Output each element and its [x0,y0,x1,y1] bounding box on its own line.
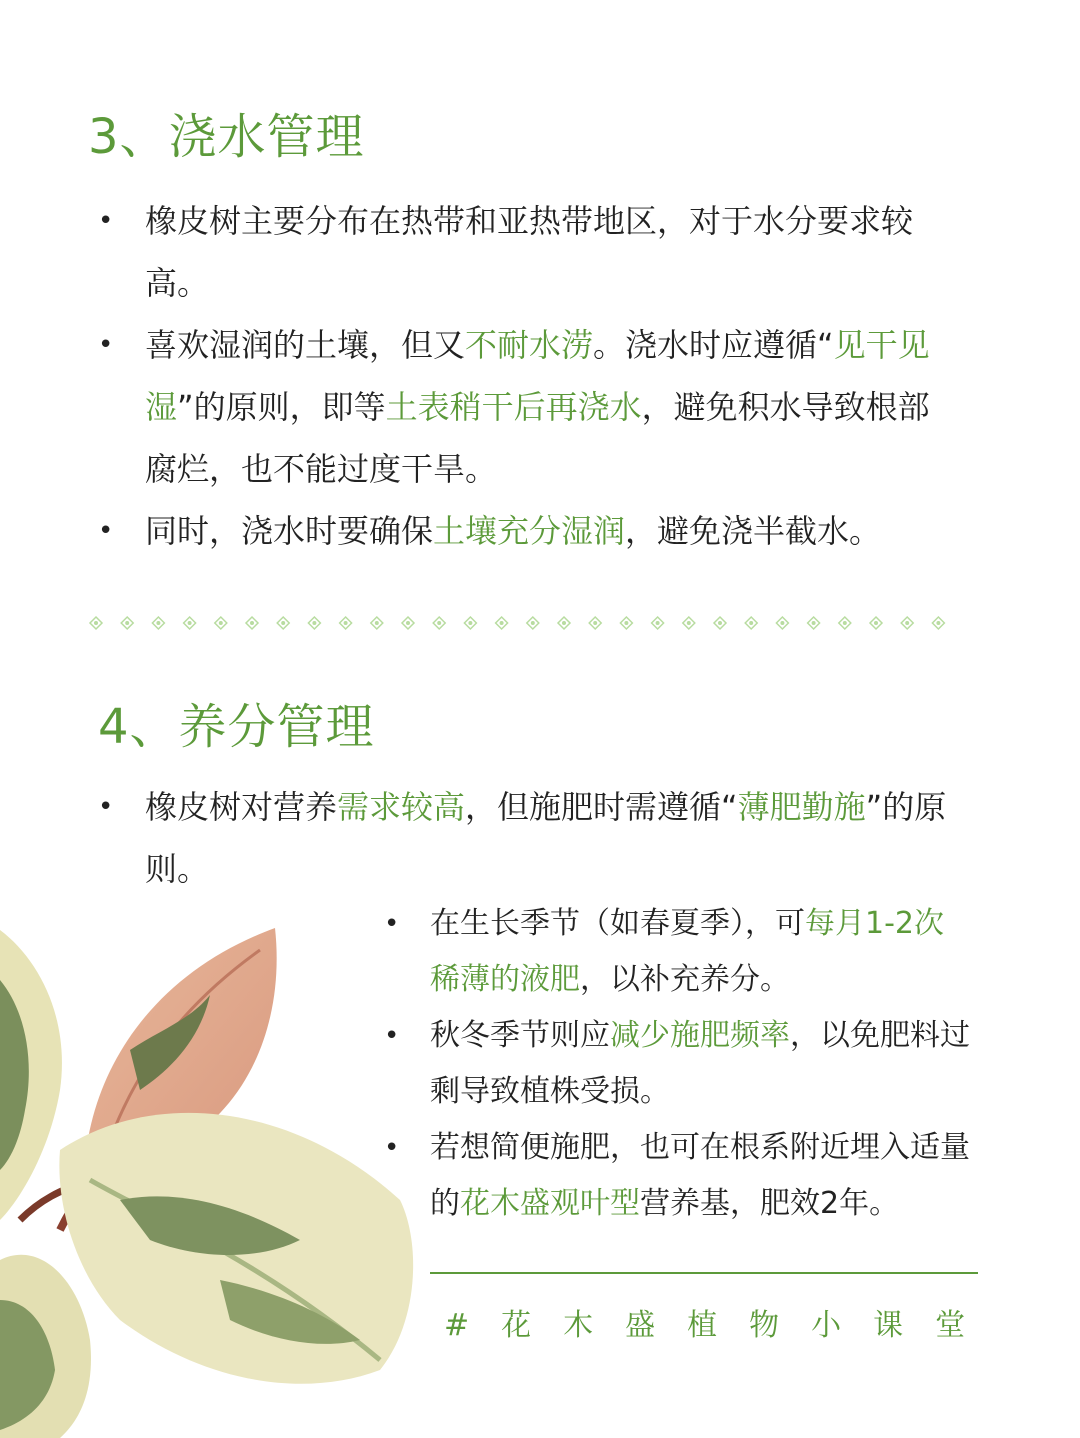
signature-rule [430,1272,978,1274]
signature-hashtag: #花木盛植物小课堂 [444,1308,998,1343]
body-text: 橡皮树主要分布在热带和亚热带地区，对于水分要求较高。 [145,202,914,302]
body-text: 。浇水时应遵循“ [593,326,834,364]
diamond-dot-icon [812,621,816,625]
highlight-text: 见干见湿 [145,326,930,426]
highlight-text: 减少施肥频率 [610,1018,790,1053]
diamond-dot-icon [125,621,129,625]
body-text: 营养基，肥效2年。 [640,1186,900,1221]
body-text: ，避免浇半截水。 [625,512,882,550]
bullet-item [0,314,945,500]
bullet-dot-icon: • [98,792,114,822]
diamond-dot-icon [593,621,597,625]
diamond-dot-icon [843,621,847,625]
diamond-dot-icon [344,621,348,625]
body-text: 秋冬季节则应 [430,1018,610,1053]
body-text: ，但施肥时需遵循“ [465,788,738,826]
bullet-item [0,190,945,314]
diamond-dot-icon [156,621,160,625]
highlight-text: 花木盛观叶型 [460,1186,640,1221]
body-text: 喜欢湿润的土壤，但又 [145,326,466,364]
body-text: 橡皮树对营养 [145,788,338,826]
diamond-dot-icon [624,621,628,625]
diamond-dot-icon [312,621,316,625]
highlight-text: 薄肥勤施 [737,788,866,826]
body-text: ”的原则。 [145,788,947,888]
diamond-dot-icon [281,621,285,625]
bullet-item [0,776,965,900]
rubber-plant-image [0,900,440,1438]
section-3-title: 3、浇水管理 [88,109,365,165]
diamond-divider [86,612,946,634]
highlight-text: 土壤充分湿润 [433,512,626,550]
bullet-dot-icon: • [98,206,114,236]
diamond-dot-icon [531,621,535,625]
diamond-dot-icon [687,621,691,625]
diamond-dot-icon [749,621,753,625]
diamond-dot-icon [188,621,192,625]
body-text: ，以补充养分。 [580,962,790,997]
diamond-dot-icon [406,621,410,625]
diamond-dot-icon [250,621,254,625]
diamond-dot-icon [718,621,722,625]
body-text: ，以免肥料过剩导致植株受损。 [430,1018,970,1109]
diamond-dot-icon [780,621,784,625]
diamond-dot-icon [500,621,504,625]
body-text: ”的原则，即等 [177,388,386,426]
bullet-item [0,500,945,562]
diamond-dot-icon [905,621,909,625]
highlight-text: 土表稍干后再浇水 [385,388,642,426]
highlight-text: 每月1-2次稀薄的液肥 [430,906,944,997]
body-text: ，避免积水导致根部腐烂，也不能过度干旱。 [145,388,930,488]
diamond-dot-icon [94,621,98,625]
bullet-dot-icon: • [384,1133,400,1163]
section-4-list [0,776,1080,900]
body-text: 同时，浇水时要确保 [145,512,434,550]
diamond-dot-icon [219,621,223,625]
section-3-list [0,190,1080,562]
diamond-dot-icon [656,621,660,625]
bullet-dot-icon: • [98,330,114,360]
bullet-dot-icon: • [98,516,114,546]
highlight-text: 不耐水涝 [465,326,594,364]
diamond-dot-icon [562,621,566,625]
diamond-dot-icon [375,621,379,625]
diamond-dot-icon [437,621,441,625]
diamond-dot-icon [936,621,940,625]
highlight-text: 需求较高 [337,788,466,826]
diamond-dot-icon [468,621,472,625]
body-text: 在生长季节（如春夏季），可 [430,906,805,941]
diamond-dot-icon [874,621,878,625]
body-text: 若想简便施肥，也可在根系附近埋入适量的 [430,1130,970,1221]
bullet-dot-icon: • [384,1021,400,1051]
bullet-dot-icon: • [384,909,400,939]
section-4-title: 4、养分管理 [98,699,375,755]
